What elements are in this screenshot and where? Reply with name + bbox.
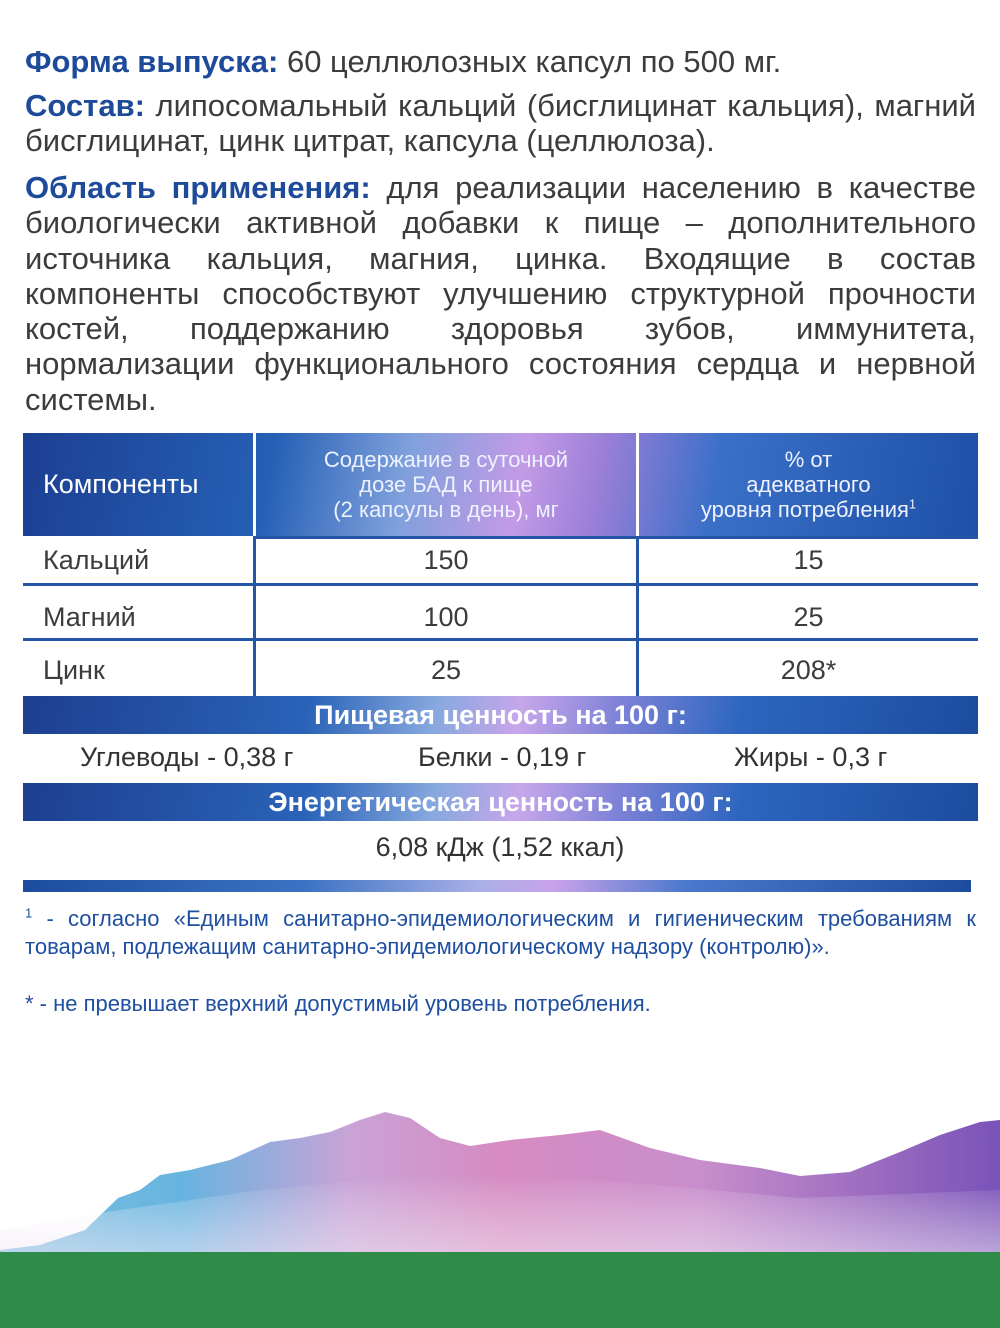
footnote-1-text: - согласно «Единым санитарно-эпидемиологическим и гигиеническим требованиям к товарам, подлежащим санитарно-эпидемиологическому надзору (контролю)». bbox=[25, 906, 976, 959]
header-divider bbox=[636, 433, 639, 536]
header-dose-line1: Содержание в суточной bbox=[323, 447, 569, 472]
mountain-landscape bbox=[0, 1080, 1000, 1328]
cell-dose: 100 bbox=[423, 602, 469, 632]
column-divider bbox=[636, 536, 639, 696]
table-row bbox=[23, 647, 978, 699]
grass-strip bbox=[0, 1252, 1000, 1328]
usage-label: Область применения: bbox=[25, 170, 371, 205]
header-divider bbox=[253, 433, 256, 536]
energy-value: 6,08 кДж (1,52 ккал) bbox=[375, 832, 625, 862]
header-footnote-mark: 1 bbox=[908, 496, 917, 512]
release-form-paragraph bbox=[25, 44, 976, 79]
composition-paragraph bbox=[25, 88, 976, 158]
column-divider bbox=[253, 536, 256, 696]
usage-paragraph bbox=[25, 170, 976, 417]
footnote-1 bbox=[25, 905, 976, 961]
composition-label: Состав: bbox=[25, 88, 145, 123]
composition-text: липосомальный кальций (бисглицинат кальция), магний бисглицинат, цинк цитрат, капсула (целлюлоза). bbox=[25, 88, 976, 158]
cell-dose: 150 bbox=[423, 545, 469, 575]
cell-percent: 208* bbox=[780, 655, 837, 685]
footnote-1-mark: 1 bbox=[25, 905, 33, 921]
nutrition-proteins: Белки - 0,19 г bbox=[418, 742, 587, 772]
nutrition-fats: Жиры - 0,3 г bbox=[734, 742, 888, 772]
row-divider bbox=[23, 638, 978, 641]
header-components: Компоненты bbox=[43, 469, 199, 499]
release-form-label: Форма выпуска: bbox=[25, 44, 279, 79]
cell-component: Кальций bbox=[43, 545, 150, 575]
nutrition-carbs: Углеводы - 0,38 г bbox=[80, 742, 294, 772]
header-percent-line1: % от bbox=[784, 447, 833, 472]
nutrition-title-band: Пищевая ценность на 100 г: bbox=[23, 696, 978, 734]
energy-title-band: Энергетическая ценность на 100 г: bbox=[23, 783, 978, 821]
cell-percent: 15 bbox=[793, 545, 824, 575]
cell-percent: 25 bbox=[793, 602, 824, 632]
cell-component: Цинк bbox=[43, 655, 105, 685]
header-percent bbox=[639, 433, 978, 536]
header-percent-line2: адекватного bbox=[746, 472, 871, 497]
header-daily-dose bbox=[256, 433, 636, 536]
cell-component: Магний bbox=[43, 602, 136, 632]
table-row bbox=[23, 537, 978, 589]
header-dose-line2: дозе БАД к пище bbox=[359, 472, 533, 497]
row-divider bbox=[23, 583, 978, 586]
footnote-2: * - не превышает верхний допустимый уровень потребления. bbox=[25, 991, 651, 1016]
header-percent-line3: уровня потребления bbox=[700, 497, 909, 522]
decorative-divider bbox=[23, 880, 971, 892]
header-dose-line3: (2 капсулы в день), мг bbox=[333, 497, 559, 522]
usage-text: для реализации населению в качестве биологически активной добавки к пище – дополнительного источника кальция, магния, цинка. Входящие в состав компоненты способствуют улучшению структурной прочности костей, поддержанию здоровья зубов, иммунитета, нормализации функционального состояния сердца и нервной системы. bbox=[25, 170, 976, 417]
cell-dose: 25 bbox=[430, 655, 462, 685]
table-header bbox=[23, 433, 978, 536]
release-form-text: 60 целлюлозных капсул по 500 мг. bbox=[278, 44, 782, 79]
